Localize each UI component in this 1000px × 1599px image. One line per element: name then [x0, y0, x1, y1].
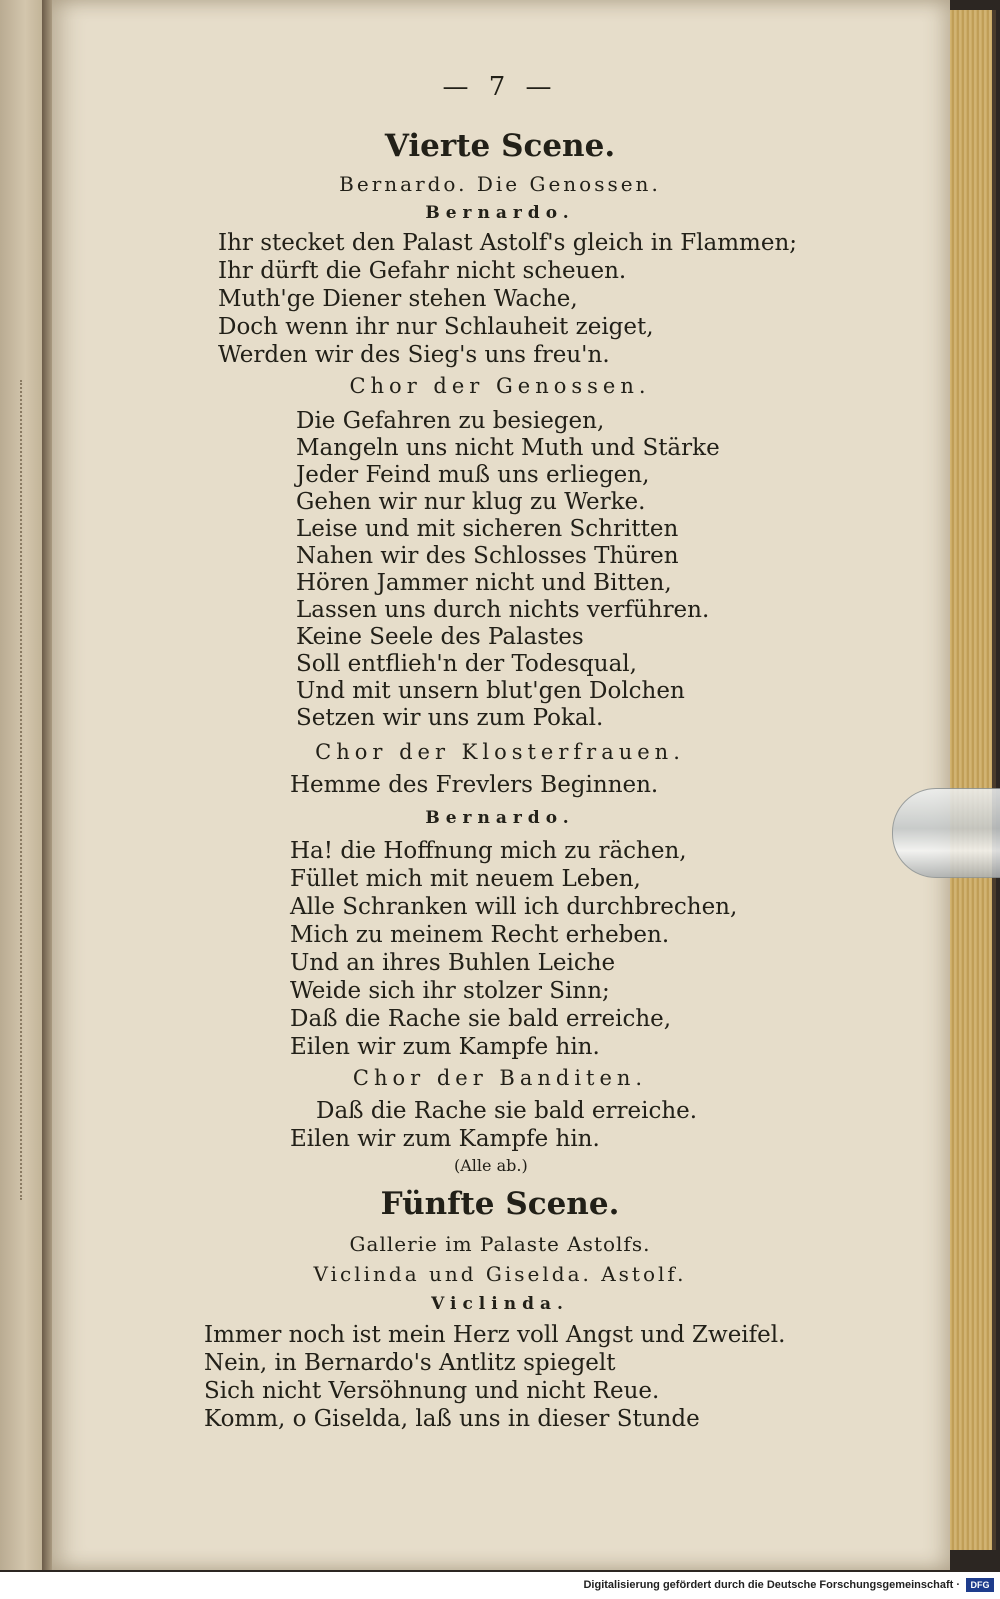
verse-line: Immer noch ist mein Herz voll Angst und Zweifel.	[204, 1322, 786, 1348]
page-number: — 7 —	[442, 72, 558, 102]
page-stack-edges	[950, 10, 996, 1550]
verse-line: Jeder Feind muß uns erliegen,	[296, 462, 650, 488]
scene-5-stage-direction: Viclinda und Giselda. Astolf.	[313, 1262, 687, 1286]
verse-line: Werden wir des Sieg's uns freu'n.	[218, 342, 610, 368]
scene-4-stage-direction: Bernardo. Die Genossen.	[339, 172, 661, 196]
verse-line: Eilen wir zum Kampfe hin.	[290, 1034, 600, 1060]
verse-line: Die Gefahren zu besiegen,	[296, 408, 605, 434]
verse-line: Daß die Rache sie bald erreiche.	[316, 1098, 698, 1124]
verse-line: Füllet mich mit neuem Leben,	[290, 866, 641, 892]
verse-line: Gehen wir nur klug zu Werke.	[296, 489, 646, 515]
verse-line: Eilen wir zum Kampfe hin.	[290, 1126, 600, 1152]
verse-line: Mangeln uns nicht Muth und Stärke	[296, 435, 720, 461]
footer-bar	[0, 1572, 1000, 1599]
verse-line: Hemme des Frevlers Beginnen.	[290, 772, 659, 798]
facing-page-edge	[0, 0, 42, 1570]
verse-line: Ihr stecket den Palast Astolf's gleich in Flammen;	[218, 230, 798, 256]
verse-line: Leise und mit sicheren Schritten	[296, 516, 679, 542]
verse-line: Ihr dürft die Gefahr nicht scheuen.	[218, 258, 627, 284]
book-gutter	[42, 0, 52, 1570]
scene-5-setting: Gallerie im Palaste Astolfs.	[349, 1232, 651, 1256]
verse-line: Sich nicht Versöhnung und nicht Reue.	[204, 1378, 660, 1404]
speaker-label: Viclinda.	[431, 1294, 569, 1314]
verse-line: Keine Seele des Palastes	[296, 624, 584, 650]
verse-line: Setzen wir uns zum Pokal.	[296, 705, 604, 731]
chorus-label: Chor der Klosterfrauen.	[315, 740, 685, 764]
scene-4-title: Vierte Scene.	[384, 128, 616, 164]
chorus-label: Chor der Genossen.	[349, 374, 651, 398]
scene-5-title: Fünfte Scene.	[380, 1186, 620, 1222]
verse-line: Und an ihres Buhlen Leiche	[290, 950, 616, 976]
verse-line: Und mit unsern blut'gen Dolchen	[296, 678, 685, 704]
verse-line: Weide sich ihr stolzer Sinn;	[290, 978, 610, 1004]
chorus-label: Chor der Banditen.	[352, 1066, 648, 1090]
verse-line: Ha! die Hoffnung mich zu rächen,	[290, 838, 687, 864]
footer-credit: Digitalisierung gefördert durch die Deutsche Forschungsgemeinschaft ·	[583, 1579, 960, 1591]
verse-line: Alle Schranken will ich durchbrechen,	[290, 894, 738, 920]
verse-line: Soll entflieh'n der Todesqual,	[296, 651, 637, 677]
verse-line: Doch wenn ihr nur Schlauheit zeiget,	[218, 314, 654, 340]
dfg-logo: DFG	[966, 1578, 994, 1592]
verse-line: Mich zu meinem Recht erheben.	[290, 922, 670, 948]
exit-direction: (Alle ab.)	[454, 1156, 528, 1175]
verse-line: Komm, o Giselda, laß uns in dieser Stunde	[204, 1406, 700, 1432]
verse-line: Lassen uns durch nichts verführen.	[296, 597, 710, 623]
verse-line: Nahen wir des Schlosses Thüren	[296, 543, 679, 569]
verse-line: Nein, in Bernardo's Antlitz spiegelt	[204, 1350, 616, 1376]
speaker-label: Bernardo.	[425, 808, 575, 828]
verse-line: Muth'ge Diener stehen Wache,	[218, 286, 578, 312]
speaker-label: Bernardo.	[425, 203, 575, 223]
page-clip	[892, 788, 1000, 878]
verse-line: Daß die Rache sie bald erreiche,	[290, 1006, 672, 1032]
verse-line: Hören Jammer nicht und Bitten,	[296, 570, 672, 596]
